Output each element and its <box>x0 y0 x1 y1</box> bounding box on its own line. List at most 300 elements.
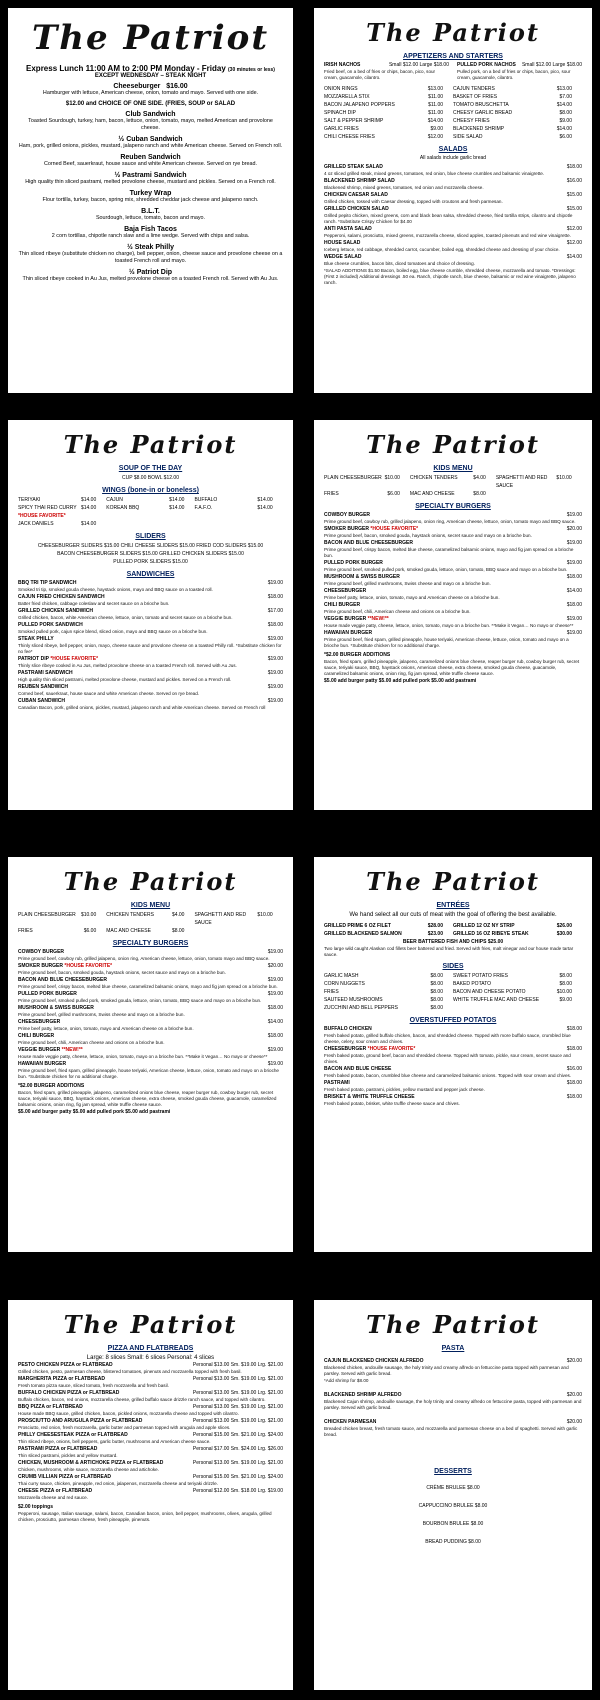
salad-item-price: $14.00 <box>566 254 582 260</box>
burger-item-price: $18.00 <box>566 574 582 580</box>
sandwich-item-name <box>18 622 83 629</box>
potato-item-price: $18.00 <box>566 1094 582 1100</box>
sandwich-item <box>18 656 283 669</box>
burger-item-title: VEGGIE BURGER <box>324 616 367 622</box>
kids-grid <box>18 911 283 935</box>
salad-item-name <box>324 226 372 233</box>
burger-item-row <box>18 1005 283 1012</box>
potato-item-name <box>324 1046 415 1053</box>
pizza-item-desc: Mozzarella cheese and red sauce. <box>18 1495 88 1500</box>
appetizer-item-price: $11.00 <box>428 94 443 100</box>
appetizer-item-name: BACON JALAPENO POPPERS <box>324 102 395 108</box>
pizza-item-desc: Thin sliced ribeye, onions, bell peppers, garlic butter, mushrooms and American cheese sauce. <box>18 1439 211 1444</box>
lunch-item-name: Reuben Sandwich <box>120 154 181 161</box>
wing-item-badge: *HOUSE FAVORITE* <box>18 513 66 519</box>
wing-item <box>18 520 106 528</box>
pizza-item-row <box>18 1432 283 1439</box>
burger-item-name <box>324 574 400 581</box>
side-item <box>324 980 453 988</box>
sandwich-item-price: $19.00 <box>267 670 283 676</box>
salad-item <box>324 226 582 239</box>
desserts-header: DESSERTS <box>434 1468 472 1475</box>
salad-item-row <box>324 206 582 213</box>
burger-item <box>18 949 283 962</box>
burger-additions-title: *$2.00 BURGER ADDITIONS <box>324 652 391 658</box>
dessert-item <box>324 1479 582 1497</box>
burger-item-row <box>324 540 582 547</box>
lunch-item-desc: Thin sliced ribeye (substitute chicken no charge), bell pepper, onion, cheese sauce and provolone cheese on a toasted French roll and mayo. <box>18 251 283 264</box>
choice-line: $12.00 and CHOICE OF ONE SIDE. (FRIES, SOUP or SALAD <box>65 101 236 107</box>
side-item-price: $8.00 <box>559 981 572 987</box>
sandwich-item-row <box>18 580 283 587</box>
burger-item-desc: Prime ground beef, bacon, smoked gouda, haystack onions, secret sauce and mayo on a brioche bun. <box>18 970 226 975</box>
entree-item-price: $26.00 <box>556 923 572 929</box>
appetizer-item-price: $6.00 <box>559 134 572 140</box>
pizza-item-title: CRUMB VILLIAN PIZZA or FLATBREAD <box>18 1474 112 1480</box>
potato-item-name <box>324 1026 372 1033</box>
appetizer-item-price: $14.00 <box>427 118 443 124</box>
lunch-item <box>18 154 283 168</box>
salad-item <box>324 164 582 177</box>
kids-item-price: $4.00 <box>473 475 486 481</box>
potato-item-row <box>324 1046 582 1053</box>
burger-item-name <box>324 526 418 533</box>
pizza-item-price: Personal $13.00 Sm. $19.00 Lrg. $21.00 <box>192 1390 283 1396</box>
pasta-item-desc: Blackened Cajun shrimp, andouille sausage, the holy trinity and creamy alfredo on fettuccine pasta, topped with parmesan and parsley. Served with garlic bread. <box>324 1399 582 1410</box>
salad-item-title: ANTI PASTA SALAD <box>324 226 372 232</box>
burger-item <box>18 963 283 976</box>
pizza-item <box>18 1432 283 1445</box>
appetizer-item-price: $12.00 <box>427 134 443 140</box>
nachos-name: PULLED PORK NACHOS <box>457 62 516 68</box>
wing-item-name: F.A.F.O. <box>194 505 213 511</box>
burger-item-row <box>18 1047 283 1054</box>
nachos-row <box>457 62 582 69</box>
burger-item-price: $14.00 <box>267 1019 283 1025</box>
burger-item-price: $20.00 <box>267 963 283 969</box>
burger-addons: $5.00 add burger patty $5.00 add pulled pork $5.00 add pastrami <box>324 678 477 684</box>
entree-item-name: GRILLED PRIME 6 OZ FILET <box>324 923 391 929</box>
menu-page-kids-burgers-2 <box>8 857 293 1252</box>
nachos-desc: Pulled pork, on a bed of fries or chips, bacon, pico, sour cream, guacamole, cilantro. <box>457 69 571 80</box>
salad-item-desc: Iceberg lettuce, red cabbage, shredded carrot, cucumber, boiled egg, shredded cheese and dressing of your choice. <box>324 247 560 252</box>
side-item <box>324 972 453 980</box>
nachos-name: IRISH NACHOS <box>324 62 361 68</box>
burger-item <box>324 540 582 559</box>
salad-item-price: $16.00 <box>566 178 582 184</box>
pasta-item <box>324 1358 582 1384</box>
pizza-item-row <box>18 1418 283 1425</box>
side-item-name: SWEET POTATO FRIES <box>453 973 508 979</box>
burger-item-name <box>18 949 64 956</box>
nachos-price: Small $12.00 Large $18.00 <box>521 62 582 68</box>
burger-item-title: SMOKER BURGER <box>18 963 64 969</box>
burger-item-title: MUSHROOM & SWISS BURGER <box>324 574 400 580</box>
side-item <box>324 988 453 996</box>
burger-item <box>324 574 582 587</box>
burger-item-row <box>324 560 582 567</box>
potatos-header: OVERSTUFFED POTATOS <box>409 1017 497 1024</box>
salad-item-desc: Grilled pepito chicken, mixed greens, corn and black bean salsa, shredded cheese, fried tortilla strips, cilantro and chipotle ranch. *Substitute Crispy Chicken for $4.00 <box>324 213 573 224</box>
burger-item-title: CHILI BURGER <box>324 602 361 608</box>
salad-item-name <box>324 254 362 261</box>
wing-item <box>194 504 282 520</box>
pizza-item <box>18 1376 283 1389</box>
burger-item-name <box>324 512 370 519</box>
wing-item-name: KOREAN BBQ <box>106 505 140 511</box>
entree-item-price: $28.00 <box>427 923 443 929</box>
pizza-header: PIZZA AND FLATBREADS <box>107 1345 194 1352</box>
burger-additions-title-row <box>324 652 582 659</box>
kids-item-price: $10.00 <box>556 475 572 481</box>
burger-item-price: $19.00 <box>267 1047 283 1053</box>
burger-item-price: $19.00 <box>566 560 582 566</box>
dessert-item <box>324 1515 582 1533</box>
appetizer-item-name: BASKET OF FRIES <box>453 94 498 100</box>
dessert-item <box>324 1497 582 1515</box>
appetizer-item <box>453 85 582 93</box>
pizza-item-row <box>18 1390 283 1397</box>
pasta-item-price: $20.00 <box>566 1419 582 1425</box>
burger-additions-title: *$2.00 BURGER ADDITIONS <box>18 1083 85 1089</box>
appetizer-item-price: $14.00 <box>556 126 572 132</box>
burger-item-desc: Prime ground beef, bacon, smoked gouda, haystack onions, secret sauce and mayo on a brioche bun. <box>324 533 532 538</box>
sandwich-item-desc: Thinly slice ribeye cooked in Au Jus, melted provolone cheese on a toasted French roll. Served with Au Jus. <box>18 663 237 668</box>
dessert-item <box>324 1533 582 1551</box>
burger-item-title: MUSHROOM & SWISS BURGER <box>18 1005 94 1011</box>
menu-page-kids-burgers <box>314 420 592 810</box>
burgers-header: SPECIALTY BURGERS <box>112 940 189 947</box>
salad-additions: *SALAD ADDITIONS $1.50 Bacon, boiled egg, blue cheese crumble, shredded cheese, mozzarella and tomato. *Dressings: (First 2 included) Additional dressings .50 ea. Ranch, chipotle ranch, blue cheese, balsamic or red wine vinaigrette, jalapeno ranch. <box>324 268 576 285</box>
lunch-item <box>18 190 283 204</box>
pizza-sizes: Large: 8 slices Small: 6 slices Personal: 4 slices <box>86 1355 215 1361</box>
potato-item-row <box>324 1026 582 1033</box>
burger-item-desc: Prime ground beef, smoked pulled pork, smoked gouda, lettuce, onion, tomato, BBQ sauce and mayo on a brioche bun. <box>324 567 568 572</box>
burger-item-name <box>324 616 389 623</box>
salads-header: SALADS <box>438 146 468 153</box>
salad-item <box>324 240 582 253</box>
appetizer-item-name: SALT & PEPPER SHRIMP <box>324 118 384 124</box>
lunch-item-name: ½ Steak Philly <box>126 244 175 251</box>
kids-item-name: PLAIN CHEESEBURGER <box>324 475 382 481</box>
pizza-item <box>18 1390 283 1403</box>
burger-item-name <box>18 1033 54 1040</box>
pizza-item-name <box>18 1474 111 1481</box>
appetizer-item-name: CHEESY GARLIC BREAD <box>453 110 513 116</box>
burger-item <box>324 526 582 539</box>
pizza-item-price: Personal $12.00 Sm. $18.00 Lrg. $19.00 <box>192 1488 283 1494</box>
sandwich-item <box>18 636 283 655</box>
entree-item <box>324 930 453 938</box>
pasta-item <box>324 1392 582 1411</box>
restaurant-logo: The Patriot <box>31 18 270 58</box>
burger-item-title: SMOKER BURGER <box>324 526 370 532</box>
kids-grid <box>324 474 582 498</box>
burger-item-title: CHEESEBURGER <box>18 1019 61 1025</box>
salads-subtitle: All salads include garlic bread <box>419 155 487 161</box>
kids-item-name: CHICKEN TENDERS <box>409 475 458 481</box>
kids-item-name: FRIES <box>324 491 339 497</box>
burger-item-desc: Prime beef patty, lettuce, onion, tomato, mayo and American cheese on a brioche bun. <box>324 595 500 600</box>
wing-item-price: $14.00 <box>169 497 185 503</box>
wing-item <box>106 504 194 520</box>
burger-item-desc: Prime ground beef, chili, American cheese and onions on a brioche bun. <box>18 1040 165 1045</box>
lunch-item-desc: Flour tortilla, turkey, bacon, spring mix, shredded cheddar jack cheese and jalapeno ranch. <box>42 197 259 203</box>
appetizer-item <box>324 109 453 117</box>
pizza-item-desc: Grilled chicken, pesto, parmesan cheese, blistered tomatoes, pinenuts and mozzarella topped with fresh basil. <box>18 1369 242 1374</box>
side-item-name: GARLIC MASH <box>324 973 359 979</box>
pasta-item-row <box>324 1419 582 1426</box>
cheeseburger-item: Cheeseburger $16.00 Hamburger with lettuce, American cheese, onion, tomato and mayo. Served with one side. <box>42 83 259 96</box>
burger-item-price: $18.00 <box>267 1005 283 1011</box>
burger-item-name <box>18 1047 83 1054</box>
wing-item <box>106 496 194 504</box>
salad-item-price: $12.00 <box>566 240 582 246</box>
wing-item-price: $14.00 <box>257 497 273 503</box>
salad-item-row <box>324 240 582 247</box>
dessert-price: $8.00 <box>467 1485 480 1491</box>
burger-item-badge: *HOUSE FAVORITE* <box>64 963 113 969</box>
nachos-desc: Fried beef, on a bed of fries or chips, bacon, pico, sour cream, guacamole, cilantro. <box>324 69 436 80</box>
dessert-name: CRÈME BRULEE <box>426 1485 466 1491</box>
kids-item-price: $6.00 <box>83 928 97 934</box>
burger-item-name <box>18 963 112 970</box>
potato-item-desc: Fresh baked potato, ground beef, bacon and shredded cheese. Topped with tomato, pickle, sour cream, secret sauce and chives. <box>324 1053 571 1064</box>
entree-item-name: GRILLED BLACKENED SALMON <box>324 931 402 937</box>
pizza-item-row <box>18 1404 283 1411</box>
kids-item-price: $8.00 <box>171 928 185 934</box>
pizza-item-desc: Thin sliced pastrami, pickles and yellow mustard. <box>18 1453 118 1458</box>
dessert-name: CAPPUCCINO BRULEE <box>418 1503 474 1509</box>
appetizer-item-price: $8.00 <box>559 110 572 116</box>
burger-item-row <box>324 630 582 637</box>
sandwich-item <box>18 698 283 711</box>
side-item-price: $8.00 <box>430 981 443 987</box>
sandwich-item <box>18 684 283 697</box>
entrees-header: ENTRÉES <box>436 902 470 909</box>
pizza-item-row <box>18 1488 283 1495</box>
pizza-item-price: Personal $13.00 Sm. $19.00 Lrg. $21.00 <box>192 1418 283 1424</box>
appetizer-item <box>453 125 582 133</box>
lunch-item-desc: Thin sliced ribeye cooked in Au Jus, melted provolone cheese on a toasted French roll. Served with Au Jus. <box>22 276 279 282</box>
pizza-item-name <box>18 1432 128 1439</box>
pizza-item-desc: House made BBQ sauce, grilled chicken, bacon, pickled onions, mozzarella cheese and topped with cilantro. <box>18 1411 239 1416</box>
burger-item <box>324 616 582 629</box>
pizza-item-name <box>18 1404 83 1411</box>
menu-page-wings-sandwiches <box>8 420 293 810</box>
pizza-item-desc: Buffalo chicken, bacon, red onions, mozzarella cheese, grilled buffalo sauce drizzle ranch sauce, and topped with cilantro. <box>18 1397 266 1402</box>
lunch-item <box>18 244 283 265</box>
sandwich-item <box>18 670 283 683</box>
side-item-name: BACON AND CHEESE POTATO <box>453 989 526 995</box>
kids-item <box>410 490 496 498</box>
sandwich-item-desc: Thinly sliced ribeye, bell pepper, onion, mayo, cheese sauce and provolone cheese on a toasted Philly roll. *Substitute chicken for no fee* <box>18 643 282 654</box>
kids-header: KIDS MENU <box>433 465 473 472</box>
lunch-item-name: ½ Cuban Sandwich <box>118 136 183 143</box>
sandwich-item-row <box>18 684 283 691</box>
kids-item <box>324 490 410 498</box>
sandwich-item-desc: Smoked pulled pork, cajun spice blend, sliced onion, mayo and BBQ sauce on a brioche bun. <box>18 629 208 634</box>
appetizers-header: APPETIZERS AND STARTERS <box>403 53 503 60</box>
salad-item-desc: Blackened shrimp, mixed greens, tomatoes, red onion and mozzarella cheese. <box>324 185 484 190</box>
lunch-item-desc: High quality thin sliced pastrami, melted provolone cheese, mustard and pickles. Served on a French roll. <box>25 179 276 185</box>
sandwich-item-row <box>18 670 283 677</box>
kids-item <box>106 911 194 927</box>
burger-item-price: $19.00 <box>267 949 283 955</box>
potato-item-desc: Fresh baked potato, pastrami, pickles, yellow mustard and pepper jack cheese. <box>324 1087 485 1092</box>
kids-item <box>496 474 582 490</box>
menu-page-pizza <box>8 1300 293 1690</box>
kids-item-name: MAC AND CHEESE <box>409 491 455 497</box>
sandwich-item-title: GRILLED CHICKEN SANDWICH <box>18 608 93 614</box>
lunch-item-name: ½ Patriot Dip <box>128 269 173 276</box>
sandwich-item-title: PULLED PORK SANDWICH <box>18 622 83 628</box>
appetizer-item <box>453 133 582 141</box>
pizza-item-name <box>18 1488 92 1495</box>
wing-item-price: $14.00 <box>169 505 185 511</box>
burger-item-price: $18.00 <box>566 602 582 608</box>
toppings-list: Pepperoni, sausage, Italian sausage, salami, bacon, Canadian bacon, onion, bell pepper, mushrooms, olives, arugula, grilled chicken, prosciutto, parmesan cheese, fresh pineapple, pinenuts. <box>18 1511 272 1522</box>
burger-item-row <box>18 977 283 984</box>
sandwich-item-desc: Smoked tri tip, smoked gouda cheese, haystack onions, mayo and BBQ sauce on a toasted roll. <box>18 587 213 592</box>
sandwich-item-title: PATRIOT DIP <box>18 656 49 662</box>
sandwich-item-title: STEAK PHILLY <box>18 636 54 642</box>
burger-item <box>324 560 582 573</box>
potato-item <box>324 1026 582 1045</box>
potato-item-title: BRISKET & WHITE TRUFFLE CHEESE <box>324 1094 415 1100</box>
pasta-item-row <box>324 1358 582 1365</box>
nachos-item <box>324 62 449 82</box>
potato-item-badge: *HOUSE FAVORITE* <box>367 1046 416 1052</box>
sliders-line: CHEESEBURGER SLIDERS $15.00 CHILI CHEESE SLIDERS $15.00 FRIED COD SLIDERS $15.00 <box>37 543 264 549</box>
pizza-item <box>18 1362 283 1375</box>
burger-item-name <box>324 630 372 637</box>
salad-item-desc: Blue cheese crumbles, bacon bits, diced tomatoes and choice of dressing. <box>324 261 475 266</box>
salad-item-title: BLACKENED SHRIMP SALAD <box>324 178 395 184</box>
burger-item-row <box>324 616 582 623</box>
kids-item-price: $10.00 <box>384 475 400 481</box>
pizza-item-title: CHICKEN, MUSHROOM & ARTICHOKE PIZZA or FLATBREAD <box>18 1460 164 1466</box>
potato-item-price: $18.00 <box>566 1046 582 1052</box>
pizza-item-title: PASTRAMI PIZZA or FLATBREAD <box>18 1446 98 1452</box>
burger-item-price: $19.00 <box>566 630 582 636</box>
sandwich-item <box>18 622 283 635</box>
sandwich-item-price: $18.00 <box>267 594 283 600</box>
pizza-item-price: Personal $13.00 Sm. $19.00 Lrg. $21.00 <box>192 1376 283 1382</box>
burger-item-title: CHEESEBURGER <box>324 588 367 594</box>
kids-item <box>194 911 282 927</box>
salad-item-name <box>324 192 388 199</box>
burger-item <box>18 1047 283 1060</box>
burger-item-desc: Prime ground beef, crispy bacon, melted blue cheese, caramelized balsamic onions, mayo and fig jam spread on a brioche bun. <box>18 984 278 989</box>
burger-item-title: BACON AND BLUE CHEESEBURGER <box>324 540 413 546</box>
pasta-item-title: BLACKENED SHRIMP ALFREDO <box>324 1392 402 1398</box>
burgers-header: SPECIALTY BURGERS <box>415 503 491 510</box>
pasta-item-desc: Breaded chicken breast, fresh tomato sauce, and mozzarella and parmesan cheese on a bed of spaghetti. Served with garlic bread. <box>324 1426 578 1437</box>
potato-item-price: $18.00 <box>566 1080 582 1086</box>
side-item <box>453 988 582 996</box>
kids-item-name: CHICKEN TENDERS <box>106 912 154 918</box>
burger-item <box>324 512 582 525</box>
burger-item <box>18 991 283 1004</box>
sandwich-item-desc: Corned beef, sauerkraut, house sauce and white American cheese. Served on rye bread. <box>18 691 200 696</box>
burger-item-name <box>18 991 77 998</box>
appetizer-item <box>324 125 453 133</box>
salad-item-title: GRILLED STEAK SALAD <box>324 164 383 170</box>
pizza-item-title: PROSCIUTTO AND ARUGULA PIZZA or FLATBREAD <box>18 1418 143 1424</box>
lunch-item <box>18 226 283 240</box>
salad-item-desc: Pepperoni, salami, prosciutto, mixed greens, mozzarella cheese, sliced apples, toasted pinenuts and red wine vinaigrette. <box>324 233 571 238</box>
burger-item <box>18 977 283 990</box>
side-item <box>324 996 453 1004</box>
express-lunch-line: Express Lunch 11:00 AM to 2:00 PM Monday - Friday (30 minutes or less) <box>26 64 275 73</box>
pizza-item-name <box>18 1390 119 1397</box>
sandwich-item-name <box>18 656 98 663</box>
pizza-item <box>18 1460 283 1473</box>
burger-item-name <box>324 602 360 609</box>
pizza-item <box>18 1446 283 1459</box>
sandwich-item-title: CUBAN SANDWICH <box>18 698 65 704</box>
appetizer-item <box>453 101 582 109</box>
appetizer-item-name: ONION RINGS <box>324 86 358 92</box>
burger-item-name <box>18 1019 60 1026</box>
potato-item-title: PASTRAMI <box>324 1080 350 1086</box>
burger-item <box>18 1033 283 1046</box>
salad-item-row <box>324 254 582 261</box>
pasta-item-title: CHICKEN PARMESAN <box>324 1419 377 1425</box>
salad-item <box>324 206 582 225</box>
burger-item-price: $18.00 <box>267 1033 283 1039</box>
burger-item-desc: House made veggie patty, cheese, lettuce, onion, tomato, mayo on a brioche bun. **Make it Vegan… No mayo or cheese** <box>324 623 574 628</box>
pizza-item-name <box>18 1362 113 1369</box>
appetizer-item-price: $11.00 <box>428 102 443 108</box>
wing-item-price: $14.00 <box>80 521 97 527</box>
kids-item <box>18 911 106 927</box>
salad-item-price: $15.00 <box>566 206 582 212</box>
pizza-item-desc: Fresh tomato pizza sauce, sliced tomato, fresh mozzarella and fresh basil. <box>18 1383 169 1388</box>
restaurant-logo: The Patriot <box>63 430 238 459</box>
pasta-item-note: *Add shrimp for $8.00 <box>324 1378 369 1383</box>
burger-item-title: HAWAIIAN BURGER <box>18 1061 67 1067</box>
salad-item-name <box>324 164 383 171</box>
lunch-item-desc: Corned Beef, sauerkraut, house sauce and white American cheese. Served on rye bread. <box>43 161 258 167</box>
sliders-header: SLIDERS <box>135 533 166 540</box>
pizza-item <box>18 1418 283 1431</box>
pasta-item-title: CAJUN BLACKENED CHICKEN ALFREDO <box>324 1358 424 1364</box>
side-item-price: $8.00 <box>430 989 443 995</box>
potato-item-price: $16.00 <box>566 1066 582 1072</box>
pizza-item-desc: Chicken, mushrooms, white sauce, mozzarella cheese and artichoke. <box>18 1467 159 1472</box>
pizza-item-name <box>18 1418 142 1425</box>
burger-item-title: VEGGIE BURGER <box>18 1047 61 1053</box>
pizza-item-title: BUFFALO CHICKEN PIZZA or FLATBREAD <box>18 1390 120 1396</box>
burger-item <box>18 1061 283 1080</box>
side-item-name: BAKED POTATO <box>453 981 492 987</box>
sandwich-item-row <box>18 594 283 601</box>
burger-item-title: HAWAIIAN BURGER <box>324 630 373 636</box>
burger-item-price: $19.00 <box>267 991 283 997</box>
sides-header: SIDES <box>442 963 464 970</box>
salad-item-row <box>324 226 582 233</box>
salad-item-name <box>324 178 395 185</box>
potato-item-name <box>324 1066 391 1073</box>
pizza-item-name <box>18 1460 163 1467</box>
potato-item-desc: Fresh baked potato, brisket, white truffle cheese sauce and chives. <box>324 1101 460 1106</box>
potato-item-row <box>324 1066 582 1073</box>
appetizer-item-name: SIDE SALAD <box>453 134 483 140</box>
sandwich-item-title: CAJUN FRIED CHICKEN SANDWICH <box>18 594 105 600</box>
salad-item-desc: 4 oz sliced grilled steak, mixed greens, tomatoes, red onion, blue cheese crumbles and balsamic vinaigrette. <box>324 171 545 176</box>
